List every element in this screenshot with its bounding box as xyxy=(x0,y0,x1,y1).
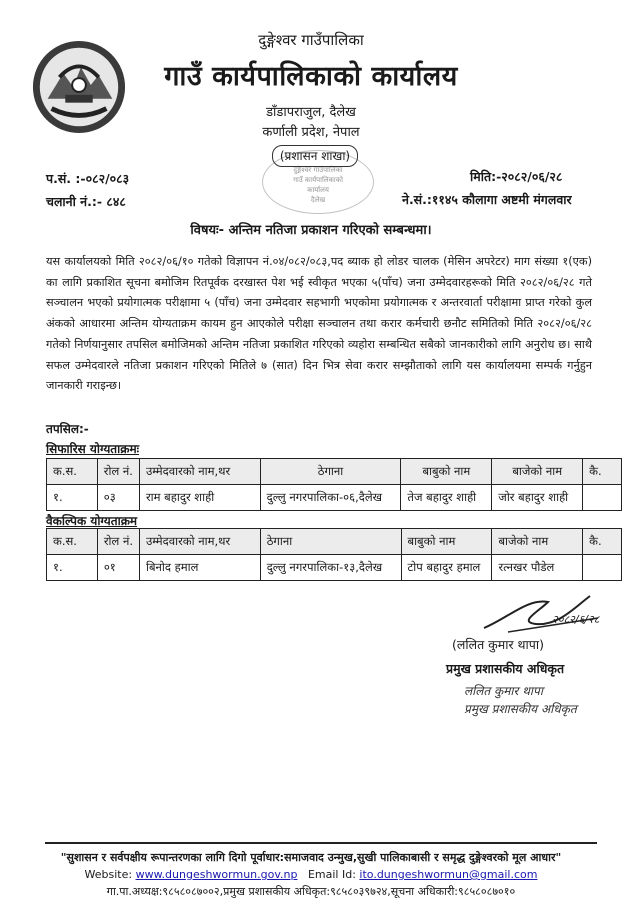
recommended-table xyxy=(46,458,622,511)
footer-slogan: "सुशासन र सर्वपक्षीय रूपान्तरणका लागि दिगो पूर्वाधार:समाजवाद उन्मुख,सुखी पालिकाबासी र समृद्ध दुङ्गेश्वरको मूल आधार" xyxy=(60,851,562,864)
table-cell: ०३ xyxy=(97,485,139,511)
table-cell: बिनोद हमाल xyxy=(140,555,261,581)
column-header: कै. xyxy=(583,529,622,555)
letter-subject: विषयः- अन्तिम नतिजा प्रकाशन गरिएको सम्बन्धमा। xyxy=(190,223,432,238)
stamp-line: दैलेख xyxy=(310,196,326,204)
footer-rule xyxy=(45,842,597,844)
signature-date: २०८२/६/२८ xyxy=(552,613,600,626)
stamp-line: गाउँ कार्यपालिकाको xyxy=(293,176,343,184)
tapasil-label: तपसिल:- xyxy=(46,422,89,436)
recommended-heading: सिफारिस योग्यताक्रमः xyxy=(46,442,140,456)
table-header-row xyxy=(47,459,622,485)
table-cell: १. xyxy=(47,555,98,581)
column-header: ठेगाना xyxy=(260,459,401,485)
column-header: बाजेको नाम xyxy=(492,459,583,485)
table-cell: राम बहादुर शाही xyxy=(139,485,260,511)
column-header: कै. xyxy=(583,459,622,485)
column-header: बाजेको नाम xyxy=(492,529,583,555)
dispatch-number: चलानी नं.:- ८४८ xyxy=(46,194,126,209)
signatory-title: प्रमुख प्रशासकीय अधिकृत xyxy=(446,661,565,676)
stamp-line: दुङ्गेश्वर गाउँपालिका xyxy=(293,166,343,174)
alternate-table xyxy=(46,528,622,581)
letter-date: मिति:-२०८२/०६/२८ xyxy=(470,169,563,184)
address-line-2: कर्णाली प्रदेश, नेपाल xyxy=(262,125,360,140)
handwritten-title: प्रमुख प्रशासकीय अधिकृत xyxy=(464,702,577,716)
column-header: उम्मेदवारको नाम,थर xyxy=(140,529,261,555)
nepal-sambat-date: ने.सं.:११४५ कौलागा अष्टमी मंगलवार xyxy=(402,192,572,207)
table-header-row xyxy=(47,529,622,555)
table-cell: ०१ xyxy=(97,555,139,581)
table-cell xyxy=(583,555,622,581)
table-cell: तेज बहादुर शाही xyxy=(401,485,492,511)
email-link[interactable]: ito.dungeshwormun@gmail.com xyxy=(359,868,538,881)
website-label: Website: xyxy=(84,868,133,881)
column-header: बाबुको नाम xyxy=(401,459,492,485)
column-header: क.स. xyxy=(47,529,98,555)
column-header: क.स. xyxy=(47,459,98,485)
column-header: बाबुको नाम xyxy=(401,529,492,555)
email-label: Email Id: xyxy=(307,868,356,881)
column-header: रोल नं. xyxy=(97,529,139,555)
table-row xyxy=(47,485,622,511)
address-line-1: डाँडापराजुल, दैलेख xyxy=(266,105,356,120)
footer-contact-line xyxy=(0,868,622,881)
signatory-name: (ललित कुमार थापा) xyxy=(452,637,545,652)
column-header: रोल नं. xyxy=(97,459,139,485)
fiscal-reference: प.सं. :-०८२/०८३ xyxy=(46,171,130,186)
alternate-heading: वैकल्पिक योग्यताक्रम xyxy=(46,514,138,528)
footer-phone-numbers: गा.पा.अध्यक्ष:९८५८०८७००२,प्रमुख प्रशासकीय अधिकृत:९८५८०३९७२४,सूचना अधिकारी:९८५८०८७०१० xyxy=(106,885,516,898)
letter-body: यस कार्यालयको मिति २०८२/०६/१० गतेको विज्ञापन नं.०४/०८२/०८३,पद ब्याक हो लोडर चालक (मेसिन अपरेटर) माग संख्या १(एक) का लागि प्रकाशित सूचना बमोजिम रितपूर्वक दरखास्त पेश भई स्वीकृत भएका ५(पाँच) जना उम्मेदवारहरूको मिति २०८२/०६/२८ गते सञ्चालन भएको प्रयोगात्मक परीक्षामा ५ (पाँच) जना उम्मेदवार सहभागी भएकोमा प्रयोगात्मक र अन्तरवार्ता परीक्षामा प्राप्त गरेको कुल अंकको आधारमा अन्तिम योग्यताक्रम कायम हुन आएकोले परीक्षा सञ्चालन तथा करार कर्मचारी छनौट समितिको मिति २०८२/०६/२८ गतेको निर्णयानुसार तपसिल बमोजिमको अन्तिम नतिजा प्रकाशित गरिएको व्यहोरा सम्बन्धित सबैको जानकारीको लागि अनुरोध छ। साथै सफल उम्मेदवारले नतिजा प्रकाशन गरिएको मितिले ७ (सात) दिन भित्र सेवा करार सम्झौताको लागि यस कार्यालयमा सम्पर्क गर्नुहुन जानकारी गराइन्छ। xyxy=(46,255,592,393)
table-cell: टोप बहादुर हमाल xyxy=(401,555,492,581)
table-row xyxy=(47,555,622,581)
table-cell: रत्नखर पौडेल xyxy=(492,555,583,581)
website-link[interactable]: www.dungeshwormun.gov.np xyxy=(135,868,298,881)
table-cell: १. xyxy=(47,485,98,511)
table-cell: जोर बहादुर शाही xyxy=(492,485,583,511)
column-header: उम्मेदवारको नाम,थर xyxy=(139,459,260,485)
office-name: गाउँ कार्यपालिकाको कार्यालय xyxy=(164,61,458,92)
municipality-name: दुङ्गेश्वर गाउँपालिका xyxy=(258,31,364,49)
branch-label: (प्रशासन शाखा) xyxy=(272,145,358,167)
stamp-line: कार्यालय xyxy=(307,186,329,194)
table-cell: दुल्लु नगरपालिका-०६,दैलेख xyxy=(260,485,401,511)
table-cell xyxy=(583,485,622,511)
column-header: ठेगाना xyxy=(260,529,401,555)
table-cell: दुल्लु नगरपालिका-१३,दैलेख xyxy=(260,555,401,581)
handwritten-name: ललित कुमार थापा xyxy=(464,684,543,698)
